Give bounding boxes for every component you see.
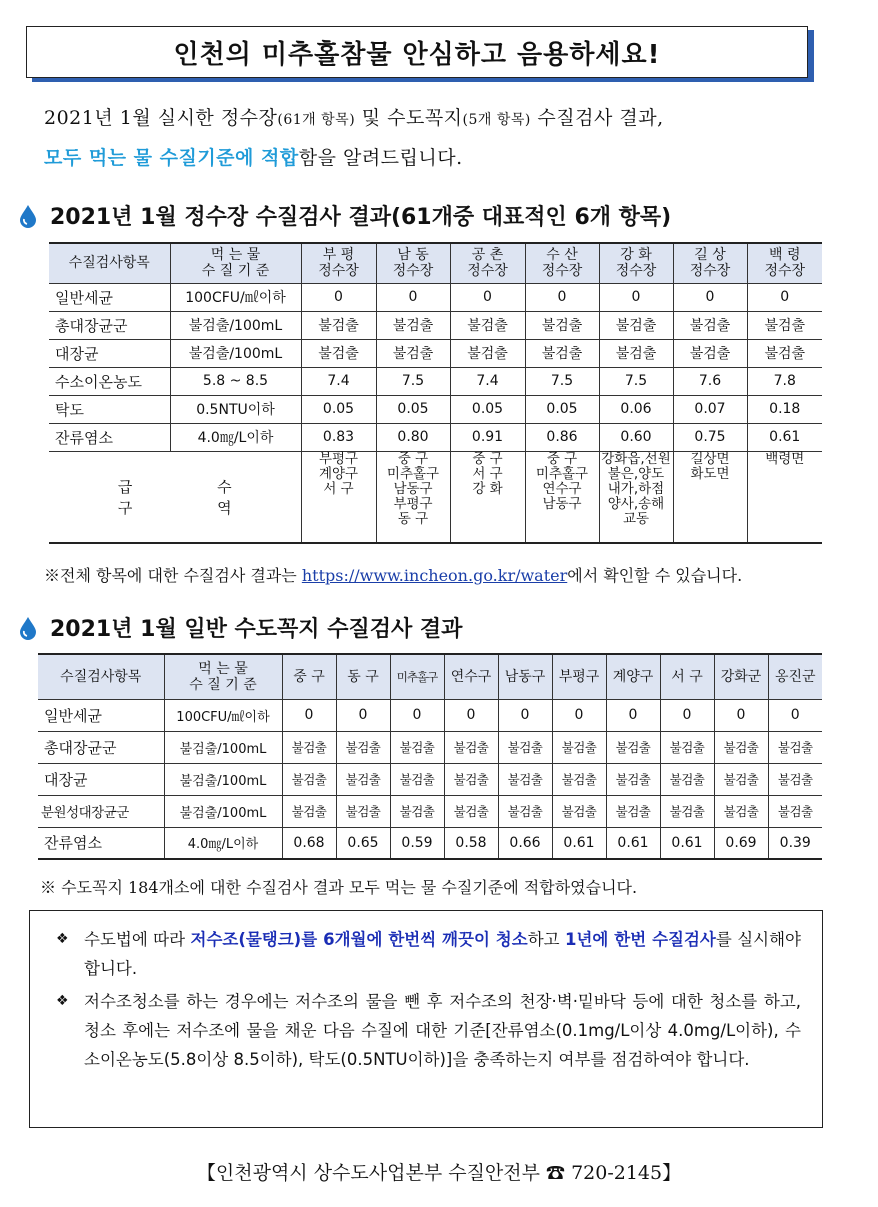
table-cell: 0.61 xyxy=(747,423,822,451)
table-cell: 불검출 xyxy=(390,763,444,795)
table-cell: 0.68 xyxy=(282,827,336,859)
column-header: 미추홀구 xyxy=(390,654,444,699)
notice-item xyxy=(56,925,801,983)
table-cell: 0 xyxy=(747,283,822,311)
intro-highlight: 모두 먹는 물 수질기준에 적합 xyxy=(44,147,299,169)
table-cell: 0 xyxy=(714,699,768,731)
table-cell: 불검출 xyxy=(747,311,822,339)
table-cell: 불검출 xyxy=(768,795,822,827)
table-cell: 불검출/100mL xyxy=(170,339,301,367)
column-header: 중 구 xyxy=(282,654,336,699)
table-row xyxy=(49,311,822,339)
table-row xyxy=(38,827,822,859)
item-name: 총대장균군 xyxy=(49,311,170,339)
table-cell: 불검출 xyxy=(444,795,498,827)
table-cell: 불검출 xyxy=(606,763,660,795)
table-cell: 불검출 xyxy=(498,731,552,763)
table-cell: 7.6 xyxy=(673,367,747,395)
table-cell: 불검출/100mL xyxy=(164,763,282,795)
table-cell: 불검출 xyxy=(498,763,552,795)
table-row xyxy=(38,699,822,731)
table-cell: 0.60 xyxy=(599,423,673,451)
table-cell: 5.8 ~ 8.5 xyxy=(170,367,301,395)
table-cell: 0 xyxy=(599,283,673,311)
supply-area-row xyxy=(49,451,822,543)
table-cell: 0 xyxy=(450,283,525,311)
supply-area-cell: 중 구 미추홀구 연수구 남동구 xyxy=(525,451,599,543)
item-name: 분원성대장균군 xyxy=(38,795,164,827)
water-site-link[interactable]: https://www.incheon.go.kr/water xyxy=(301,566,568,585)
item-name: 잔류염소 xyxy=(49,423,170,451)
table-cell: 불검출 xyxy=(768,731,822,763)
table-cell: 0 xyxy=(301,283,376,311)
diamond-bullet-icon: ❖ xyxy=(56,993,69,1009)
table-cell: 불검출 xyxy=(282,763,336,795)
column-header: 먹 는 물 수 질 기 준 xyxy=(170,243,301,283)
column-header: 강화군 xyxy=(714,654,768,699)
table-cell: 7.8 xyxy=(747,367,822,395)
page-title: 인천의 미추홀참물 안심하고 음용하세요! xyxy=(173,39,661,70)
table-cell: 불검출 xyxy=(606,731,660,763)
table-cell: 불검출 xyxy=(301,339,376,367)
table-cell: 0.61 xyxy=(606,827,660,859)
table-cell: 7.4 xyxy=(301,367,376,395)
table-cell: 0 xyxy=(768,699,822,731)
table-cell: 0.69 xyxy=(714,827,768,859)
table-cell: 0 xyxy=(444,699,498,731)
notice-text: 를 실시해야 합니다. xyxy=(84,930,801,978)
table-cell: 불검출 xyxy=(525,311,599,339)
table-cell: 0.75 xyxy=(673,423,747,451)
table-cell: 불검출 xyxy=(498,795,552,827)
table-cell: 불검출 xyxy=(444,731,498,763)
table-row xyxy=(49,395,822,423)
supply-area-cell: 길상면 화도면 xyxy=(673,451,747,543)
table-cell: 0.86 xyxy=(525,423,599,451)
table-cell: 0.83 xyxy=(301,423,376,451)
table-cell: 0.58 xyxy=(444,827,498,859)
diamond-bullet-icon: ❖ xyxy=(56,931,69,947)
water-drop-icon xyxy=(18,204,38,228)
table-cell: 불검출 xyxy=(282,795,336,827)
table-cell: 7.4 xyxy=(450,367,525,395)
table-cell: 불검출 xyxy=(599,311,673,339)
table-cell: 0.18 xyxy=(747,395,822,423)
table-cell: 불검출 xyxy=(714,731,768,763)
item-name: 일반세균 xyxy=(49,283,170,311)
column-header: 공 촌 정수장 xyxy=(450,243,525,283)
table-cell: 불검출 xyxy=(673,311,747,339)
table-row xyxy=(38,763,822,795)
table-cell: 0.05 xyxy=(376,395,450,423)
notice-item xyxy=(56,987,801,1074)
table-cell: 0 xyxy=(336,699,390,731)
supply-area-cell: 백령면 xyxy=(747,451,822,543)
supply-area-cell: 중 구 서 구 강 화 xyxy=(450,451,525,543)
plant-quality-table xyxy=(49,242,822,544)
table-cell: 0.39 xyxy=(768,827,822,859)
column-header: 부평구 xyxy=(552,654,606,699)
notice-text: 하고 xyxy=(527,930,565,949)
column-header: 서 구 xyxy=(660,654,714,699)
table-row xyxy=(49,423,822,451)
table-cell: 불검출 xyxy=(376,339,450,367)
supply-area-cell: 강화읍,선원 불은,양도 내가,하점 양사,송해 교동 xyxy=(599,451,673,543)
table-cell: 불검출 xyxy=(336,763,390,795)
table-cell: 불검출 xyxy=(552,763,606,795)
table-cell: 불검출 xyxy=(336,731,390,763)
table-cell: 0.59 xyxy=(390,827,444,859)
note-text: ※전체 항목에 대한 수질검사 결과는 xyxy=(44,566,302,585)
table-cell: 7.5 xyxy=(599,367,673,395)
table-cell: 0 xyxy=(673,283,747,311)
notice-box xyxy=(29,910,823,1128)
column-header: 옹진군 xyxy=(768,654,822,699)
intro-text: (61개 항목) xyxy=(277,112,356,128)
intro-text: 수질검사 결과, xyxy=(530,107,664,129)
table-cell: 0 xyxy=(606,699,660,731)
table-row xyxy=(49,367,822,395)
notice-highlight: 저수조(물탱크)를 6개월에 한번씩 깨끗이 청소 xyxy=(190,930,528,949)
item-name: 탁도 xyxy=(49,395,170,423)
table-row xyxy=(38,795,822,827)
table-cell: 불검출 xyxy=(660,795,714,827)
section1-title: 2021년 1월 정수장 수질검사 결과(61개중 대표적인 6개 항목) xyxy=(50,205,672,230)
table-cell: 0 xyxy=(390,699,444,731)
table-cell: 불검출 xyxy=(450,311,525,339)
intro-text: 함을 알려드립니다. xyxy=(298,147,463,169)
table-cell: 0.05 xyxy=(301,395,376,423)
column-header: 강 화 정수장 xyxy=(599,243,673,283)
column-header: 수질검사항목 xyxy=(38,654,164,699)
intro-text: 및 수도꼭지 xyxy=(355,107,463,129)
section1-heading xyxy=(18,200,671,231)
table-cell: 불검출 xyxy=(552,731,606,763)
table-cell: 불검출 xyxy=(525,339,599,367)
table-cell: 불검출 xyxy=(673,339,747,367)
table-cell: 불검출 xyxy=(390,795,444,827)
intro-line-1 xyxy=(44,103,844,130)
table-cell: 불검출 xyxy=(390,731,444,763)
table-cell: 100CFU/㎖이하 xyxy=(164,699,282,731)
table-cell: 불검출 xyxy=(450,339,525,367)
table-cell: 불검출 xyxy=(606,795,660,827)
column-header: 부 평 정수장 xyxy=(301,243,376,283)
table-cell: 0 xyxy=(552,699,606,731)
table-cell: 불검출 xyxy=(301,311,376,339)
table-row xyxy=(49,339,822,367)
notice-text: 저수조청소를 하는 경우에는 저수조의 물을 뺀 후 저수조의 천장·벽·밑바닥 등에 대한 청소를 하고, 청소 후에는 저수조에 물을 채운 다음 수질에 대한 기준[잔류염소(0.1mg/L이상 4.0mg/L이하), 수소이온농도(5.8이상 8.5이하), 탁도(0.5NTU이하)]을 충족하는지 여부를 점검하여야 합니다. xyxy=(84,992,801,1069)
table-cell: 0.65 xyxy=(336,827,390,859)
notice-text: 수도법에 따라 xyxy=(84,930,191,949)
table-cell: 0.05 xyxy=(450,395,525,423)
tap-note: ※ 수도꼭지 184개소에 대한 수질검사 결과 모두 먹는 물 수질기준에 적합하였습니다. xyxy=(40,878,638,897)
table-header-row xyxy=(38,654,822,699)
table-cell: 불검출 xyxy=(282,731,336,763)
intro-text: (5개 항목) xyxy=(462,112,531,128)
item-name: 수소이온농도 xyxy=(49,367,170,395)
item-name: 잔류염소 xyxy=(38,827,164,859)
table-cell: 불검출 xyxy=(599,339,673,367)
table-cell: 불검출 xyxy=(714,795,768,827)
table-cell: 0 xyxy=(376,283,450,311)
table-cell: 0.06 xyxy=(599,395,673,423)
item-name: 일반세균 xyxy=(38,699,164,731)
table-cell: 0.61 xyxy=(552,827,606,859)
plant-note xyxy=(44,563,742,586)
table-cell: 불검출 xyxy=(747,339,822,367)
section2-heading xyxy=(18,612,462,643)
table-cell: 불검출 xyxy=(660,731,714,763)
table-cell: 0.07 xyxy=(673,395,747,423)
table-cell: 0 xyxy=(498,699,552,731)
table-row xyxy=(38,731,822,763)
supply-area-cell: 중 구 미추홀구 남동구 부평구 동 구 xyxy=(376,451,450,543)
column-header: 계양구 xyxy=(606,654,660,699)
table-cell: 불검출/100mL xyxy=(164,731,282,763)
table-cell: 0 xyxy=(660,699,714,731)
table-cell: 불검출 xyxy=(376,311,450,339)
table-cell: 0.5NTU이하 xyxy=(170,395,301,423)
tap-quality-table xyxy=(38,653,822,860)
column-header: 백 령 정수장 xyxy=(747,243,822,283)
table-cell: 불검출 xyxy=(714,763,768,795)
table-row xyxy=(49,283,822,311)
table-cell: 불검출 xyxy=(660,763,714,795)
table-cell: 불검출/100mL xyxy=(164,795,282,827)
table-cell: 0.66 xyxy=(498,827,552,859)
table-cell: 7.5 xyxy=(376,367,450,395)
contact-footer: 【인천광역시 상수도사업본부 수질안전부 ☎ 720-2145】 xyxy=(196,1162,682,1184)
supply-area-label: 급 수 구 역 xyxy=(49,451,301,543)
item-name: 대장균 xyxy=(49,339,170,367)
table-cell: 불검출 xyxy=(336,795,390,827)
table-cell: 불검출 xyxy=(444,763,498,795)
column-header: 남 동 정수장 xyxy=(376,243,450,283)
table-cell: 0.80 xyxy=(376,423,450,451)
column-header: 동 구 xyxy=(336,654,390,699)
table-cell: 0 xyxy=(525,283,599,311)
column-header: 길 상 정수장 xyxy=(673,243,747,283)
water-drop-icon xyxy=(18,616,38,640)
item-name: 총대장균군 xyxy=(38,731,164,763)
title-banner xyxy=(26,26,808,78)
column-header: 수 산 정수장 xyxy=(525,243,599,283)
note-text: 에서 확인할 수 있습니다. xyxy=(567,566,743,585)
table-cell: 7.5 xyxy=(525,367,599,395)
table-cell: 0.91 xyxy=(450,423,525,451)
table-cell: 4.0㎎/L이하 xyxy=(170,423,301,451)
table-cell: 0.61 xyxy=(660,827,714,859)
table-header-row xyxy=(49,243,822,283)
table-cell: 불검출 xyxy=(552,795,606,827)
table-cell: 100CFU/㎖이하 xyxy=(170,283,301,311)
intro-text: 2021년 1월 실시한 정수장 xyxy=(44,107,278,129)
table-cell: 4.0㎎/L이하 xyxy=(164,827,282,859)
table-cell: 불검출/100mL xyxy=(170,311,301,339)
table-cell: 0 xyxy=(282,699,336,731)
item-name: 대장균 xyxy=(38,763,164,795)
table-cell: 불검출 xyxy=(768,763,822,795)
notice-highlight: 1년에 한번 수질검사 xyxy=(565,930,716,949)
intro-line-2 xyxy=(44,143,844,170)
supply-area-cell: 부평구 계양구 서 구 xyxy=(301,451,376,543)
column-header: 수질검사항목 xyxy=(49,243,170,283)
section2-title: 2021년 1월 일반 수도꼭지 수질검사 결과 xyxy=(50,617,463,642)
table-cell: 0.05 xyxy=(525,395,599,423)
column-header: 연수구 xyxy=(444,654,498,699)
column-header: 남동구 xyxy=(498,654,552,699)
column-header: 먹 는 물 수 질 기 준 xyxy=(164,654,282,699)
